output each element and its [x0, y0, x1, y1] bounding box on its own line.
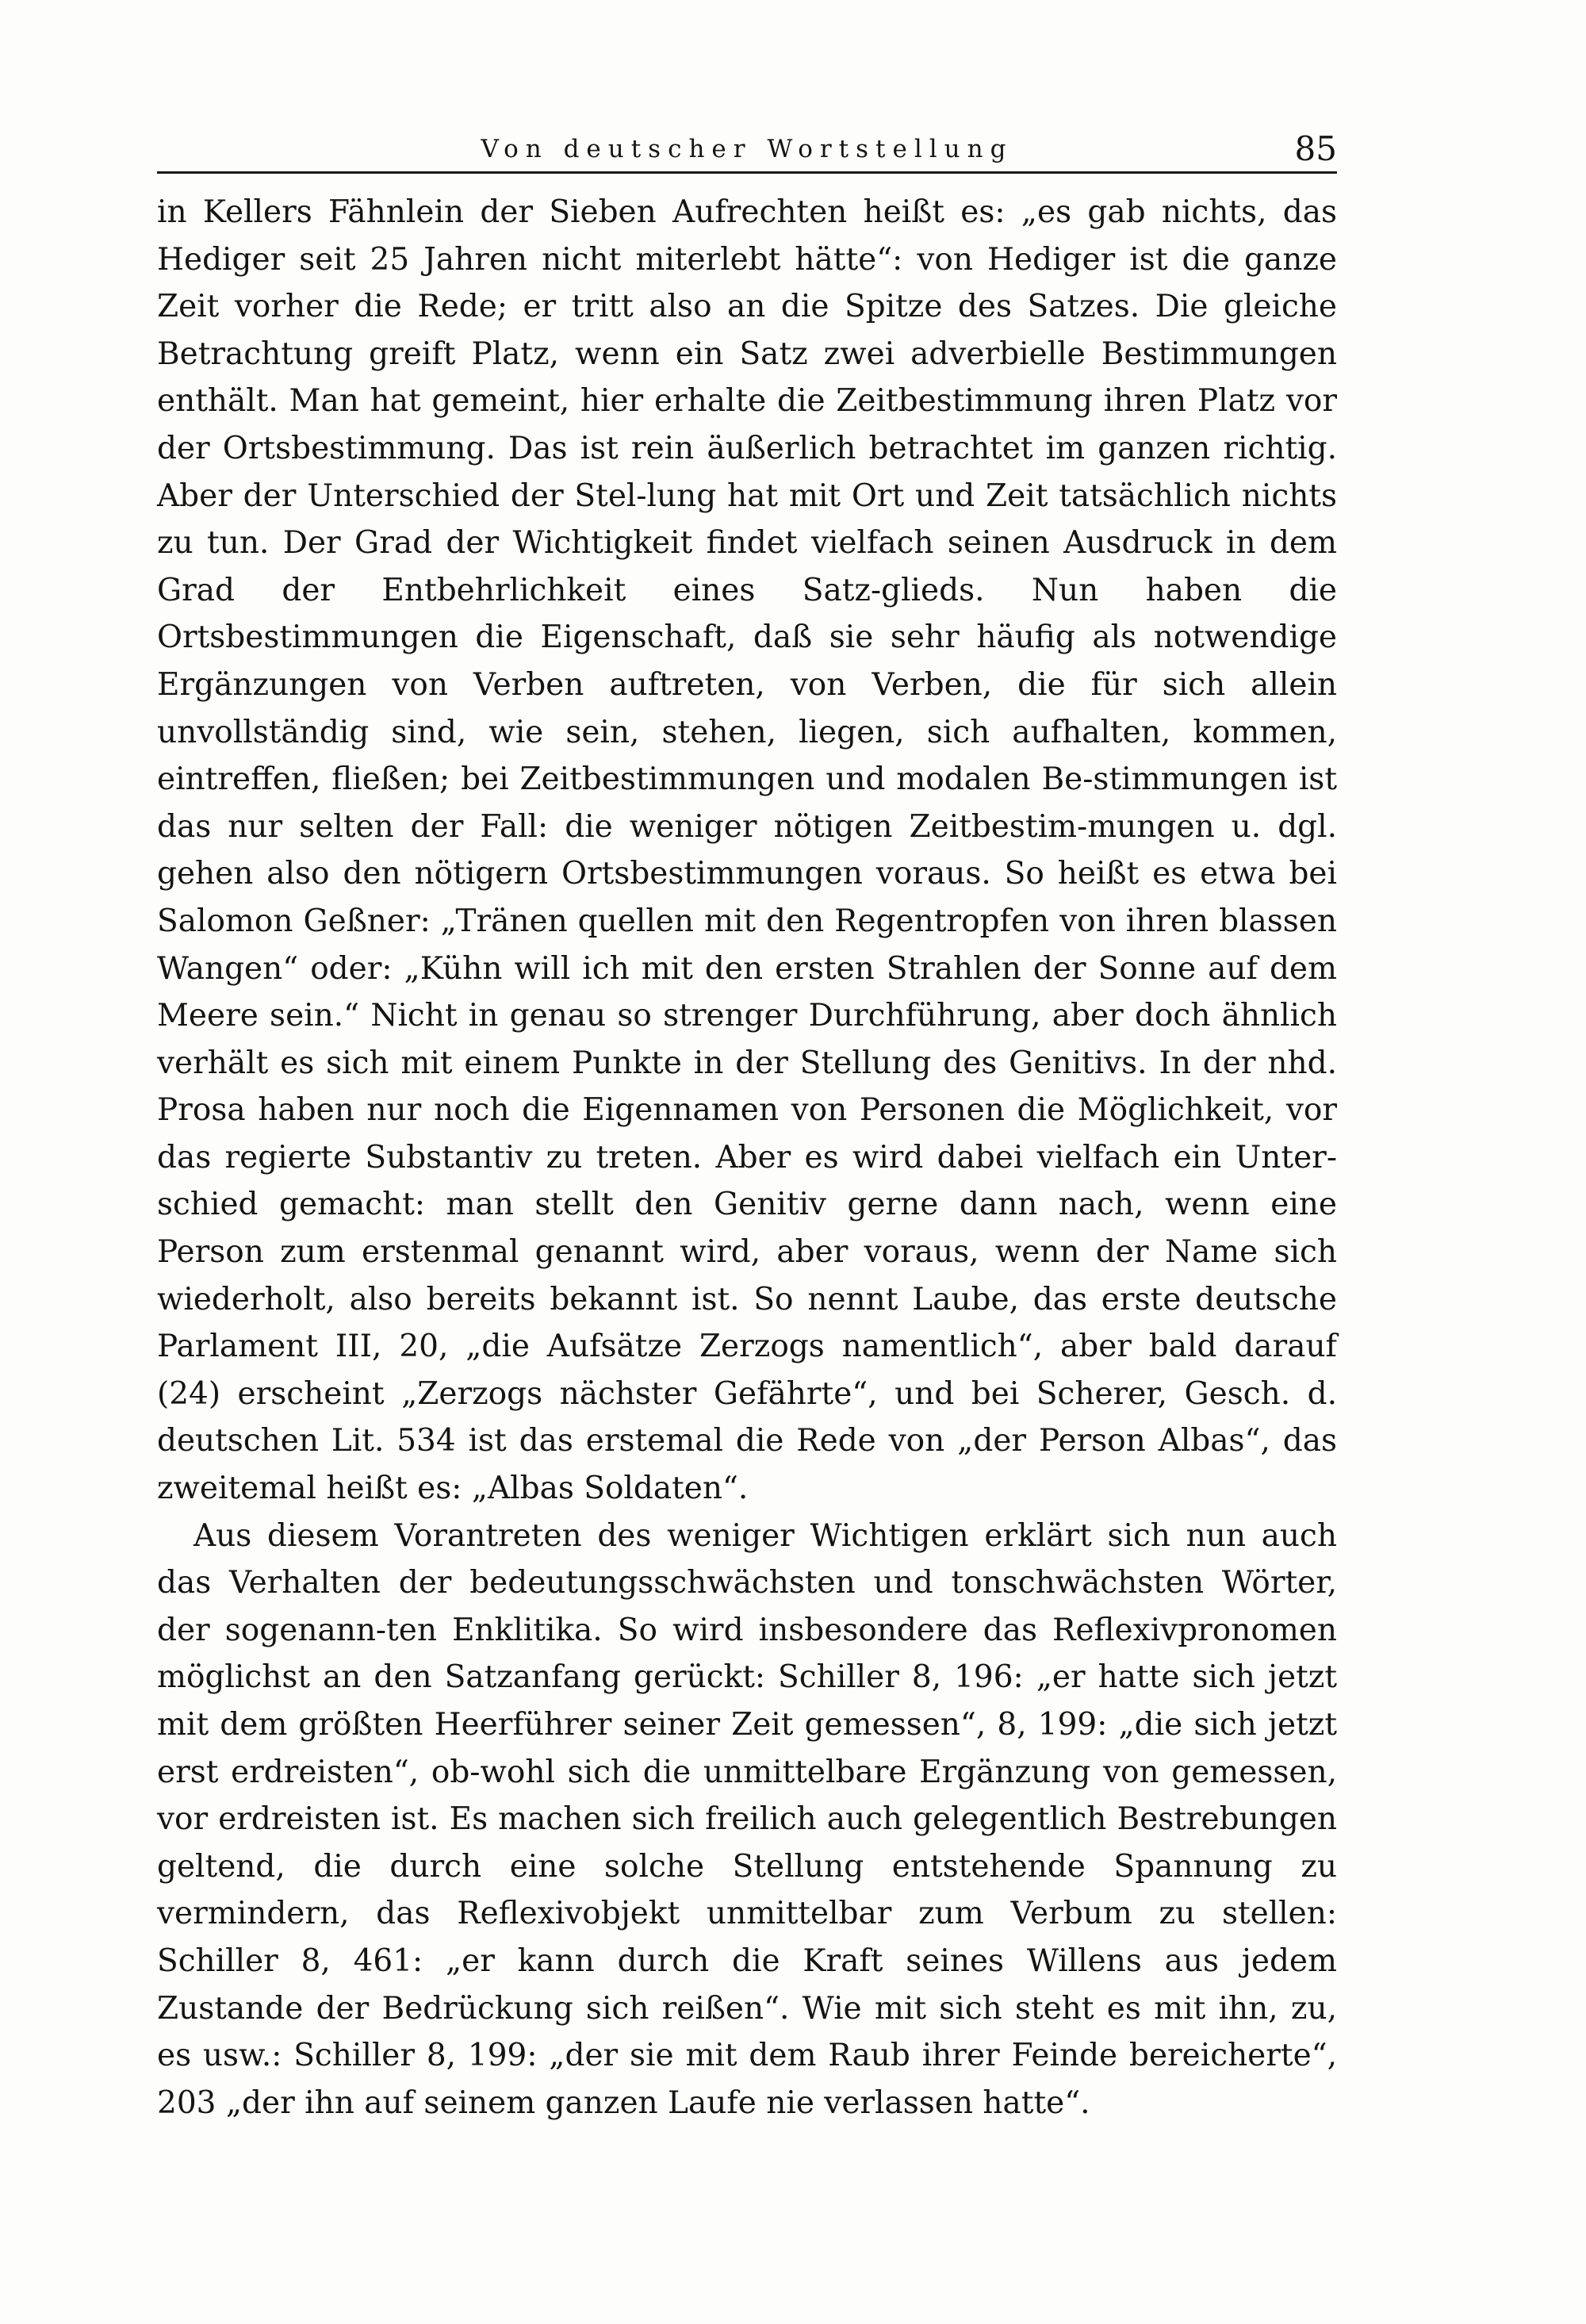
header-rule	[157, 171, 1337, 174]
running-head	[157, 129, 1337, 173]
paragraph: Aus diesem Vorantreten des weniger Wichtigen erklärt sich nun auch das Verhalten der bedeutungsschwächsten und tonschwächsten Wörter, der sogenann-ten Enklitika. So wird insbesondere das Reflexivpronomen möglichst an den Satzanfang gerückt: Schiller 8, 196: „er hatte sich jetzt mit dem größten Heerführer seiner Zeit gemessen“, 8, 199: „die sich jetzt erst erdreisten“, ob-wohl sich die unmittelbare Ergänzung von gemessen, vor erdreisten ist. Es machen sich freilich auch gelegentlich Bestrebungen geltend, die durch eine solche Stellung entstehende Spannung zu vermindern, das Reflexivobjekt unmittelbar zum Verbum zu stellen: Schiller 8, 461: „er kann durch die Kraft seines Willens aus jedem Zustande der Bedrückung sich reißen“. Wie mit sich steht es mit ihn, zu, es usw.: Schiller 8, 199: „der sie mit dem Raub ihrer Feinde bereicherte“, 203 „der ihn auf seinem ganzen Laufe nie verlassen hatte“.	[157, 1517, 1337, 2121]
running-title: Von deutscher Wortstellung	[481, 135, 1013, 163]
page-number: 85	[1294, 129, 1337, 168]
body-text	[157, 189, 1337, 2126]
paragraph: in Kellers Fähnlein der Sieben Aufrechten heißt es: „es gab nichts, das Hediger seit 25 Jahren nicht miterlebt hätte“: von Hediger ist die ganze Zeit vorher die Rede; er tritt also an die Spitze des Satzes. Die gleiche Betrachtung greift Platz, wenn ein Satz zwei adverbielle Bestimmungen enthält. Man hat gemeint, hier erhalte die Zeitbestimmung ihren Platz vor der Ortsbestimmung. Das ist rein äußerlich betrachtet im ganzen richtig. Aber der Unterschied der Stel-lung hat mit Ort und Zeit tatsächlich nichts zu tun. Der Grad der Wichtigkeit findet vielfach seinen Ausdruck in dem Grad der Entbehrlichkeit eines Satz-glieds. Nun haben die Ortsbestimmungen die Eigenschaft, daß sie sehr häufig als notwendige Ergänzungen von Verben auftreten, von Verben, die für sich allein unvollständig sind, wie sein, stehen, liegen, sich aufhalten, kommen, eintreffen, fließen; bei Zeitbestimmungen und modalen Be-stimmungen ist das nur selten der Fall: die weniger nötigen Zeitbestim-mungen u. dgl. gehen also den nötigern Ortsbestimmungen voraus. So heißt es etwa bei Salomon Geßner: „Tränen quellen mit den Regentropfen von ihren blassen Wangen“ oder: „Kühn will ich mit den ersten Strahlen der Sonne auf dem Meere sein.“ Nicht in genau so strenger Durchführung, aber doch ähnlich verhält es sich mit einem Punkte in der Stellung des Genitivs. In der nhd. Prosa haben nur noch die Eigennamen von Personen die Möglichkeit, vor das regierte Substantiv zu treten. Aber es wird dabei vielfach ein Unter-schied gemacht: man stellt den Genitiv gerne dann nach, wenn eine Person zum erstenmal genannt wird, aber voraus, wenn der Name sich wiederholt, also bereits bekannt ist. So nennt Laube, das erste deutsche Parlament III, 20, „die Aufsätze Zerzogs namentlich“, aber bald darauf (24) erscheint „Zerzogs nächster Gefährte“, und bei Scherer, Gesch. d. deutschen Lit. 534 ist das erstemal die Rede von „der Person Albas“, das zweitemal heißt es: „Albas Soldaten“.	[157, 194, 1337, 1507]
